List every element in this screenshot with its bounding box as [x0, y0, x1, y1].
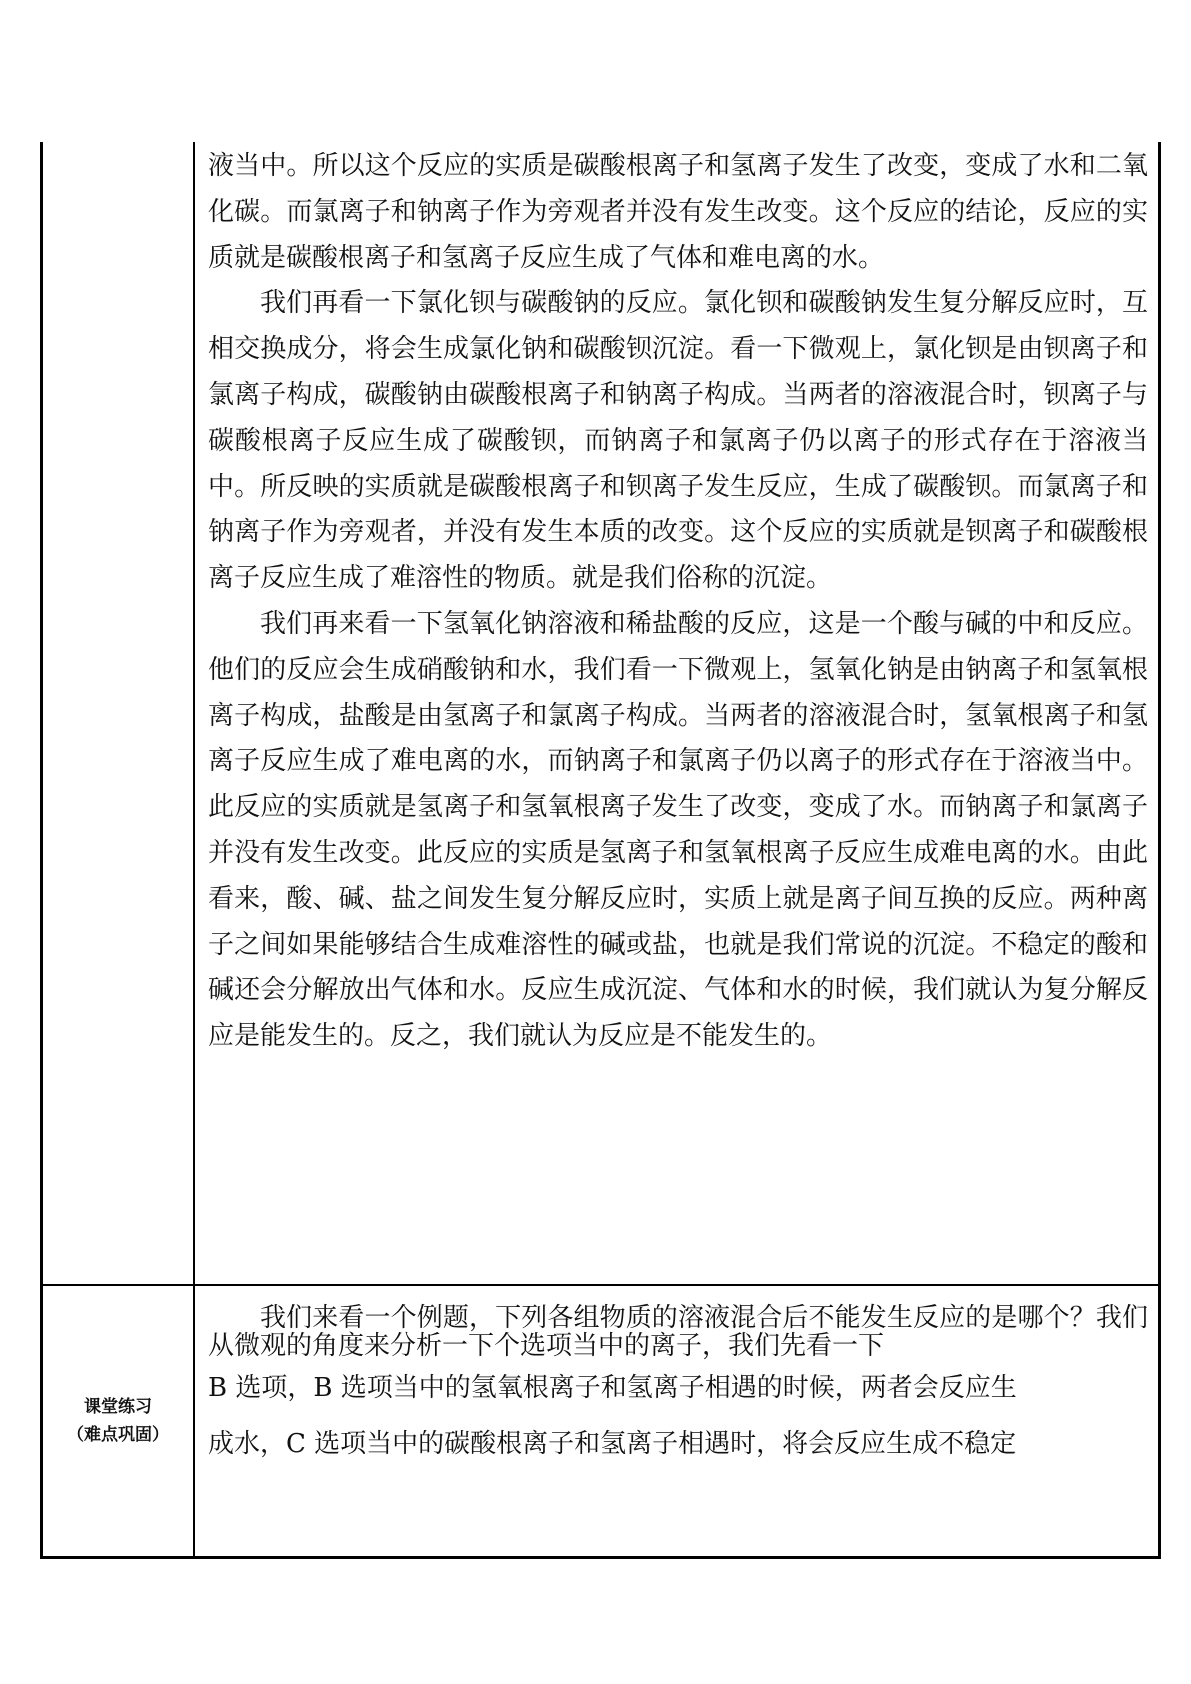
- lecture-text: [195, 142, 1158, 1060]
- paragraph: B 选项，B 选项当中的氢氧根离子和氢离子相遇的时候，两者会反应生: [208, 1373, 1017, 1403]
- lesson-table: [40, 142, 1161, 1559]
- row-label-cell: [42, 1285, 195, 1558]
- paragraph: 我们来看一个例题，下列各组物质的溶液混合后不能发生反应的是哪个？我们从微观的角度来分析一下个选项当中的离子，我们先看一下: [208, 1303, 1148, 1361]
- row-content-cell: [194, 142, 1160, 1285]
- paragraph: 成水，C 选项当中的碳酸根离子和氢离子相遇时，将会反应生成不稳定: [208, 1429, 1017, 1459]
- table-row: [42, 142, 1160, 1285]
- exercise-text: [195, 1286, 1158, 1472]
- row-label-line2: （难点巩固）: [67, 1425, 169, 1445]
- row-label-line1: 课堂练习: [84, 1397, 152, 1417]
- paragraph: 我们再看一下氯化钡与碳酸钠的反应。氯化钡和碳酸钠发生复分解反应时，互相交换成分，将会生成氯化钠和碳酸钡沉淀。看一下微观上，氯化钡是由钡离子和氯离子构成，碳酸钠由碳酸根离子和钠离子构成。当两者的溶液混合时，钡离子与碳酸根离子反应生成了碳酸钡，而钠离子和氯离子仍以离子的形式存在于溶液当中。所反映的实质就是碳酸根离子和钡离子发生反应，生成了碳酸钡。而氯离子和钠离子作为旁观者，并没有发生本质的改变。这个反应的实质就是钡离子和碳酸根离子反应生成了难溶性的物质。就是我们俗称的沉淀。: [208, 288, 1148, 594]
- table-row: [42, 1285, 1160, 1558]
- row-label: [43, 1393, 193, 1449]
- row-content-cell: [194, 1285, 1160, 1558]
- paragraph: 我们再来看一下氢氧化钠溶液和稀盐酸的反应，这是一个酸与碱的中和反应。他们的反应会生成硝酸钠和水，我们看一下微观上，氢氧化钠是由钠离子和氢氧根离子构成，盐酸是由氢离子和氯离子构成。当两者的溶液混合时，氢氧根离子和氢离子反应生成了难电离的水，而钠离子和氯离子仍以离子的形式存在于溶液当中。此反应的实质就是氢离子和氢氧根离子发生了改变，变成了水。而钠离子和氯离子并没有发生改变。此反应的实质是氢离子和氢氧根离子反应生成难电离的水。由此看来，酸、碱、盐之间发生复分解反应时，实质上就是离子间互换的反应。两种离子之间如果能够结合生成难溶性的碱或盐，也就是我们常说的沉淀。不稳定的酸和碱还会分解放出气体和水。反应生成沉淀、气体和水的时候，我们就认为复分解反应是能发生的。反之，我们就认为反应是不能发生的。: [208, 608, 1148, 1052]
- paragraph: 液当中。所以这个反应的实质是碳酸根离子和氢离子发生了改变，变成了水和二氧化碳。而氯离子和钠离子作为旁观者并没有发生改变。这个反应的结论，反应的实质就是碳酸根离子和氢离子反应生成了气体和难电离的水。: [208, 151, 1148, 273]
- row-label-cell: [42, 142, 195, 1285]
